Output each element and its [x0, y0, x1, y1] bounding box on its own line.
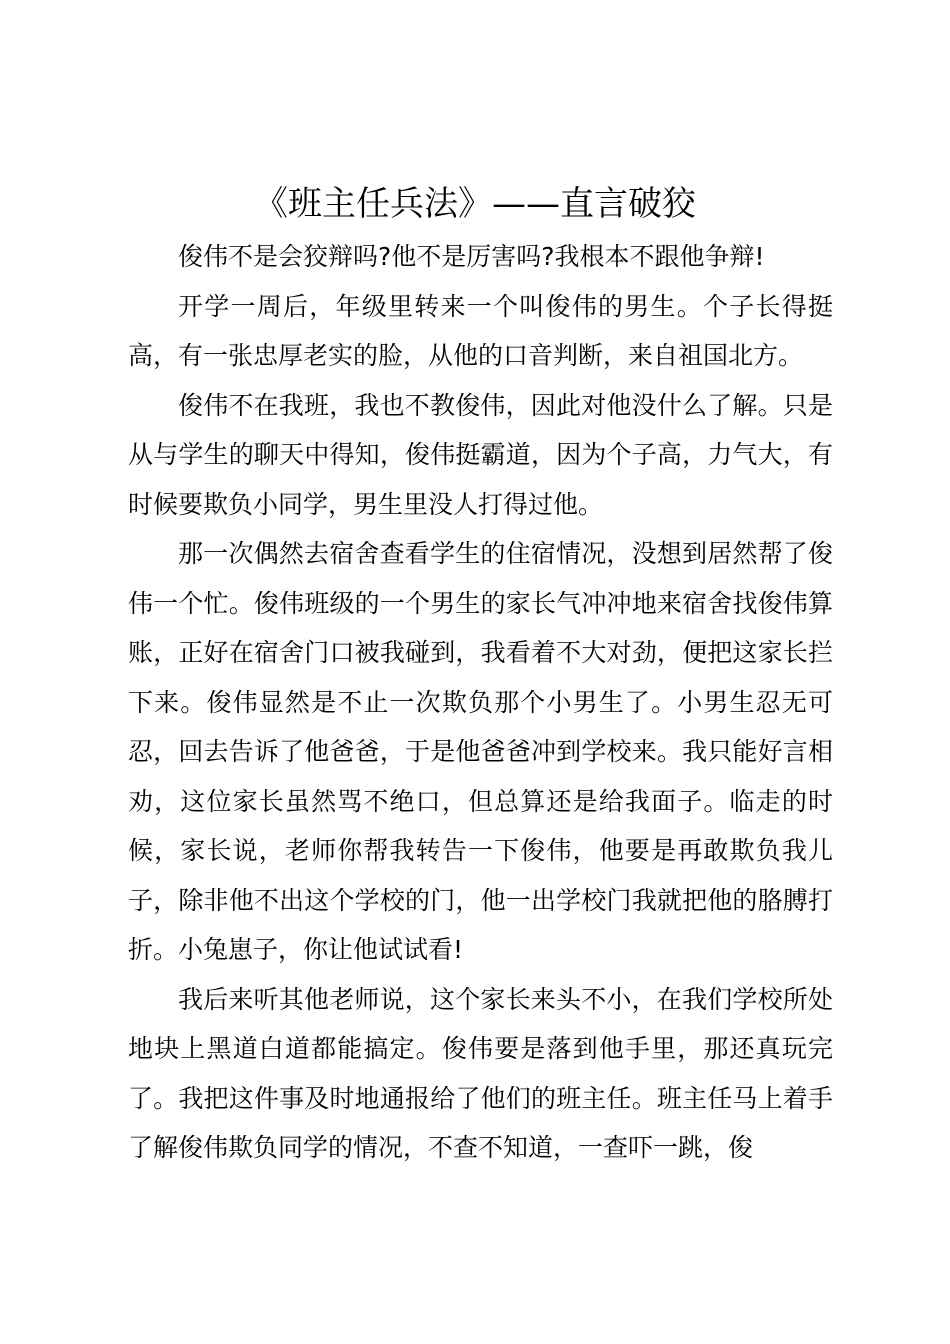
document-body [128, 232, 833, 1173]
paragraph-5: 我后来听其他老师说，这个家长来头不小，在我们学校所处地块上黑道白道都能搞定。俊伟要是落到他手里，那还真玩完了。我把这件事及时地通报给了他们的班主任。班主任马上着手了解俊伟欺负同学的情况，不查不知道，一查吓一跳，俊 [128, 984, 833, 1162]
paragraph-2: 开学一周后，年级里转来一个叫俊伟的男生。个子长得挺高，有一张忠厚老实的脸，从他的口音判断，来自祖国北方。 [128, 291, 833, 370]
paragraph-1: 俊伟不是会狡辩吗?他不是厉害吗?我根本不跟他争辩! [178, 242, 765, 271]
paragraph-4: 那一次偶然去宿舍查看学生的住宿情况，没想到居然帮了俊伟一个忙。俊伟班级的一个男生的家长气冲冲地来宿舍找俊伟算账，正好在宿舍门口被我碰到，我看着不大对劲，便把这家长拦下来。俊伟显然是不止一次欺负那个小男生了。小男生忍无可忍，回去告诉了他爸爸，于是他爸爸冲到学校来。我只能好言相劝，这位家长虽然骂不绝口，但总算还是给我面子。临走的时候，家长说，老师你帮我转告一下俊伟，他要是再敢欺负我儿子，除非他不出这个学校的门，他一出学校门我就把他的胳膊打折。小兔崽子，你让他试试看! [128, 539, 833, 964]
paragraph-3: 俊伟不在我班，我也不教俊伟，因此对他没什么了解。只是从与学生的聊天中得知，俊伟挺霸道，因为个子高，力气大，有时候要欺负小同学，男生里没人打得过他。 [128, 390, 833, 519]
document-title: 《班主任兵法》——直言破狡 [254, 184, 696, 224]
